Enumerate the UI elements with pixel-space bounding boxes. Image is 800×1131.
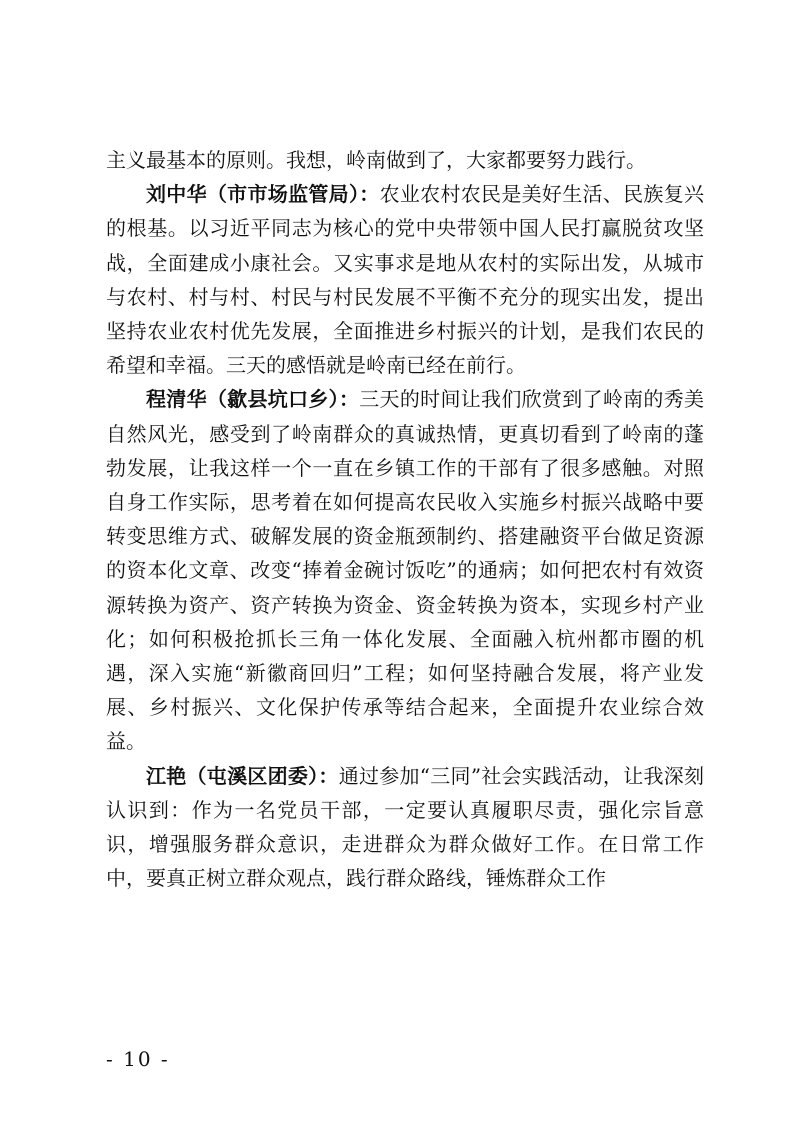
intro-continuation-paragraph bbox=[106, 143, 704, 177]
entry-paragraph-liu-zhonghua bbox=[106, 177, 704, 382]
entry-text: 通过参加“三同”社会实践活动，让我深刻认识到：作为一名党员干部，一定要认真履职尽责，强化宗旨意识，增强服务群众意识，走进群众为群众做好工作。在日常工作中，要真正树立群众观点，践行群众路线，锤炼群众工作 bbox=[106, 763, 705, 891]
entry-text: 三天的时间让我们欣赏到了岭南的秀美自然风光，感受到了岭南群众的真诚热情，更真切看到了岭南的蓬勃发展，让我这样一个一直在乡镇工作的干部有了很多感触。对照自身工作实际，思考着在如何提高农民收入实施乡村振兴战略中要转变思维方式、破解发展的资金瓶颈制约、搭建融资平台做足资源的资本化文章、改变“捧着金碗讨饭吃”的通病；如何把农村有效资源转换为资产、资产转换为资金、资金转换为资本，实现乡村产业化；如何积极抢抓长三角一体化发展、全面融入杭州都市圈的机遇，深入实施“新徽商回归”工程；如何坚持融合发展，将产业发展、乡村振兴、文化保护传承等结合起来，全面提升农业综合效益。 bbox=[106, 387, 705, 754]
entry-paragraph-cheng-qinghua bbox=[106, 382, 704, 758]
speaker-label: 刘中华（市市场监管局）： bbox=[146, 182, 380, 207]
document-body bbox=[106, 143, 704, 895]
intro-continuation-text: 主义最基本的原则。我想，岭南做到了，大家都要努力践行。 bbox=[106, 148, 646, 172]
entry-text: 农业农村农民是美好生活、民族复兴的根基。以习近平同志为核心的党中央带领中国人民打赢脱贫攻坚战，全面建成小康社会。又实事求是地从农村的实际出发，从城市与农村、村与村、村民与村民发展不平衡不充分的现实出发，提出坚持农业农村优先发展，全面推进乡村振兴的计划，是我们农民的希望和幸福。三天的感悟就是岭南已经在前行。 bbox=[106, 182, 705, 378]
page-number: - 10 - bbox=[106, 1047, 170, 1071]
entry-paragraph-jiang-yan bbox=[106, 759, 704, 896]
speaker-label: 江艳（屯溪区团委）： bbox=[146, 763, 339, 788]
speaker-label: 程清华（歙县坑口乡）： bbox=[146, 387, 360, 412]
